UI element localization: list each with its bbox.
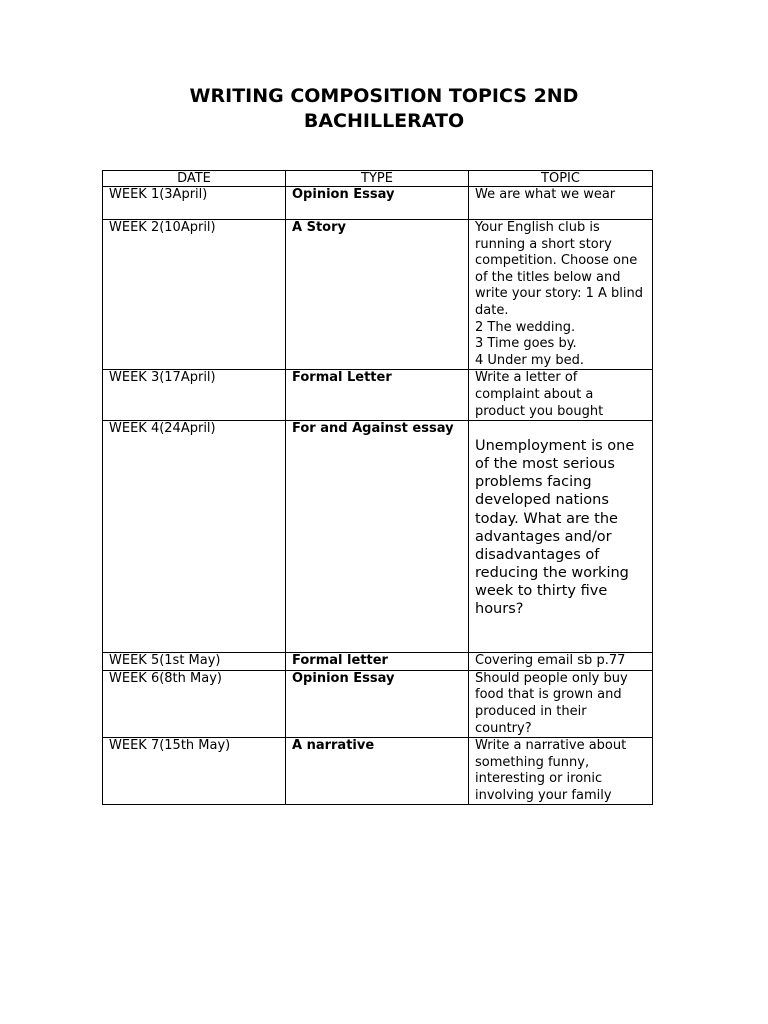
topic-cell	[469, 421, 653, 653]
topic-cell: Your English club is running a short story competition. Choose one of the titles below and write your story: 1 A blind date. 2 The wedding. 3 Time goes by. 4 Under my bed.	[469, 220, 653, 370]
type-cell: A Story	[286, 220, 469, 370]
topic-cell: Should people only buy food that is grown and produced in their country?	[469, 670, 653, 737]
title-line-1: WRITING COMPOSITION TOPICS 2ND	[189, 85, 579, 107]
table-row	[103, 738, 653, 805]
table-row	[103, 670, 653, 737]
date-cell: WEEK 4(24April)	[103, 421, 286, 653]
title-line-2: BACHILLERATO	[303, 110, 465, 132]
topic-cell: Write a narrative about something funny, interesting or ironic involving your family	[469, 738, 653, 805]
type-cell: Formal Letter	[286, 370, 469, 421]
table-header-row	[103, 171, 653, 187]
topic-cell: Covering email sb p.77	[469, 653, 653, 671]
table-row	[103, 370, 653, 421]
type-cell: Opinion Essay	[286, 187, 469, 220]
type-cell: A narrative	[286, 738, 469, 805]
date-cell: WEEK 1(3April)	[103, 187, 286, 220]
document-title	[0, 84, 768, 134]
date-cell: WEEK 7(15th May)	[103, 738, 286, 805]
date-cell: WEEK 6(8th May)	[103, 670, 286, 737]
table-row	[103, 653, 653, 671]
topics-table	[102, 170, 653, 805]
table-row	[103, 421, 653, 653]
topic-cell: We are what we wear	[469, 187, 653, 220]
type-cell: Opinion Essay	[286, 670, 469, 737]
header-type: TYPE	[286, 171, 469, 187]
header-topic: TOPIC	[469, 171, 653, 187]
table-row	[103, 220, 653, 370]
date-cell: WEEK 2(10April)	[103, 220, 286, 370]
topic-cell: Write a letter of complaint about a product you bought	[469, 370, 653, 421]
header-date: DATE	[103, 171, 286, 187]
type-cell: For and Against essay	[286, 421, 469, 653]
table-row	[103, 187, 653, 220]
date-cell: WEEK 5(1st May)	[103, 653, 286, 671]
type-cell: Formal letter	[286, 653, 469, 671]
date-cell: WEEK 3(17April)	[103, 370, 286, 421]
topic-text: Unemployment is one of the most serious problems facing developed nations today. What are the advantages and/or disadvantages of reducing the working week to thirty five hours?	[475, 438, 635, 617]
